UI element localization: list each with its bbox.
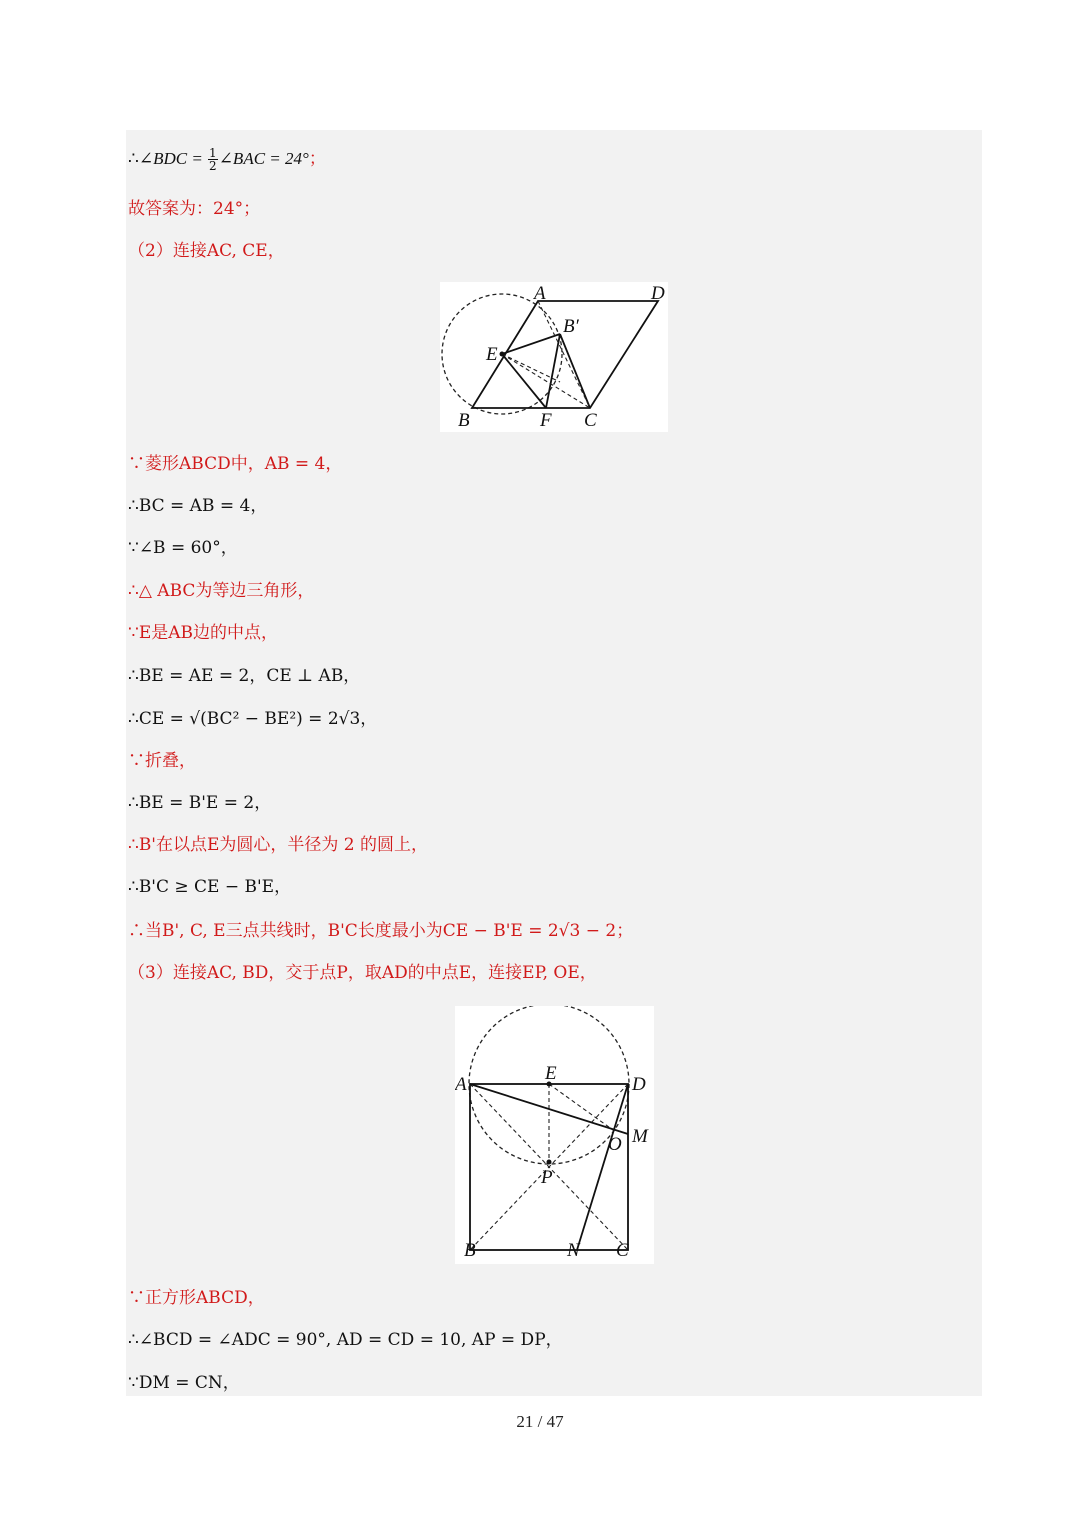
line-6: ∵∠B = 60°， bbox=[128, 538, 238, 558]
point-e bbox=[500, 352, 505, 357]
line-5: ∴BC = AB = 4， bbox=[128, 496, 268, 516]
label-d-2: D bbox=[632, 1074, 646, 1095]
segment-ce bbox=[502, 354, 590, 408]
line-16: （3）连接AC, BD，交于点P，取AD的中点E，连接EP, OE， bbox=[128, 963, 597, 983]
label-e-2: E bbox=[545, 1063, 557, 1084]
segment-dn bbox=[577, 1084, 628, 1250]
line-18: ∴∠BCD = ∠ADC = 90°, AD = CD = 10, AP = DP， bbox=[128, 1330, 563, 1350]
therefore-symbol: ∴ bbox=[128, 149, 139, 169]
line-11: ∵折叠， bbox=[128, 751, 196, 771]
punctuation: ； bbox=[308, 149, 326, 169]
page-number: 21 / 47 bbox=[516, 1412, 564, 1431]
label-a-2: A bbox=[455, 1074, 467, 1095]
segment-bf bbox=[546, 334, 560, 408]
figure-square bbox=[455, 1006, 654, 1264]
line-1 bbox=[128, 144, 326, 174]
fraction-denominator: 2 bbox=[209, 159, 217, 173]
line-7: ∴△ ABC为等边三角形， bbox=[128, 581, 315, 601]
label-a: A bbox=[534, 283, 546, 304]
label-b: B bbox=[458, 410, 470, 431]
line-13: ∴B'在以点E为圆心，半径为 2 的圆上， bbox=[128, 835, 429, 855]
line-12: ∴BE = B'E = 2， bbox=[128, 793, 272, 813]
figure-rhombus bbox=[440, 282, 668, 432]
label-n: N bbox=[567, 1240, 580, 1261]
label-b-prime: B′ bbox=[563, 316, 579, 337]
line-9: ∴BE = AE = 2，CE ⊥ AB， bbox=[128, 666, 361, 686]
label-f: F bbox=[540, 410, 552, 431]
fraction-half bbox=[208, 147, 218, 172]
math-angle-bdc: ∠BDC = bbox=[138, 149, 208, 168]
fraction-numerator: 1 bbox=[209, 146, 217, 160]
segment-bc bbox=[560, 334, 590, 408]
label-o: O bbox=[608, 1134, 622, 1155]
line-19: ∵DM = CN， bbox=[128, 1373, 240, 1393]
line-14: ∴B'C ≥ CE − B'E， bbox=[128, 877, 292, 897]
line-4: ∵菱形ABCD中，AB = 4， bbox=[128, 454, 343, 474]
point-p bbox=[547, 1160, 552, 1165]
line-2: 故答案为：24°； bbox=[128, 199, 261, 219]
figure-square-svg bbox=[455, 1006, 654, 1264]
label-e: E bbox=[486, 344, 498, 365]
segment-eo bbox=[549, 1084, 613, 1130]
line-8: ∵E是AB边的中点， bbox=[128, 623, 278, 643]
segment-ef bbox=[502, 354, 546, 408]
line-10: ∴CE = √(BC² − BE²) = 2√3， bbox=[128, 709, 378, 729]
figure-rhombus-svg bbox=[440, 282, 668, 432]
label-c: C bbox=[584, 410, 597, 431]
label-m: M bbox=[632, 1126, 648, 1147]
math-angle-bac: ∠BAC = 24° bbox=[218, 149, 309, 168]
label-d: D bbox=[651, 283, 665, 304]
line-17: ∵正方形ABCD， bbox=[128, 1288, 265, 1308]
line-15: ∴当B', C, E三点共线时，B'C长度最小为CE − B'E = 2√3 − 2； bbox=[128, 921, 634, 941]
label-b-2: B bbox=[464, 1240, 476, 1261]
line-3: （2）连接AC, CE， bbox=[128, 241, 285, 261]
label-p: P bbox=[541, 1167, 553, 1188]
label-c-2: C bbox=[616, 1240, 629, 1261]
